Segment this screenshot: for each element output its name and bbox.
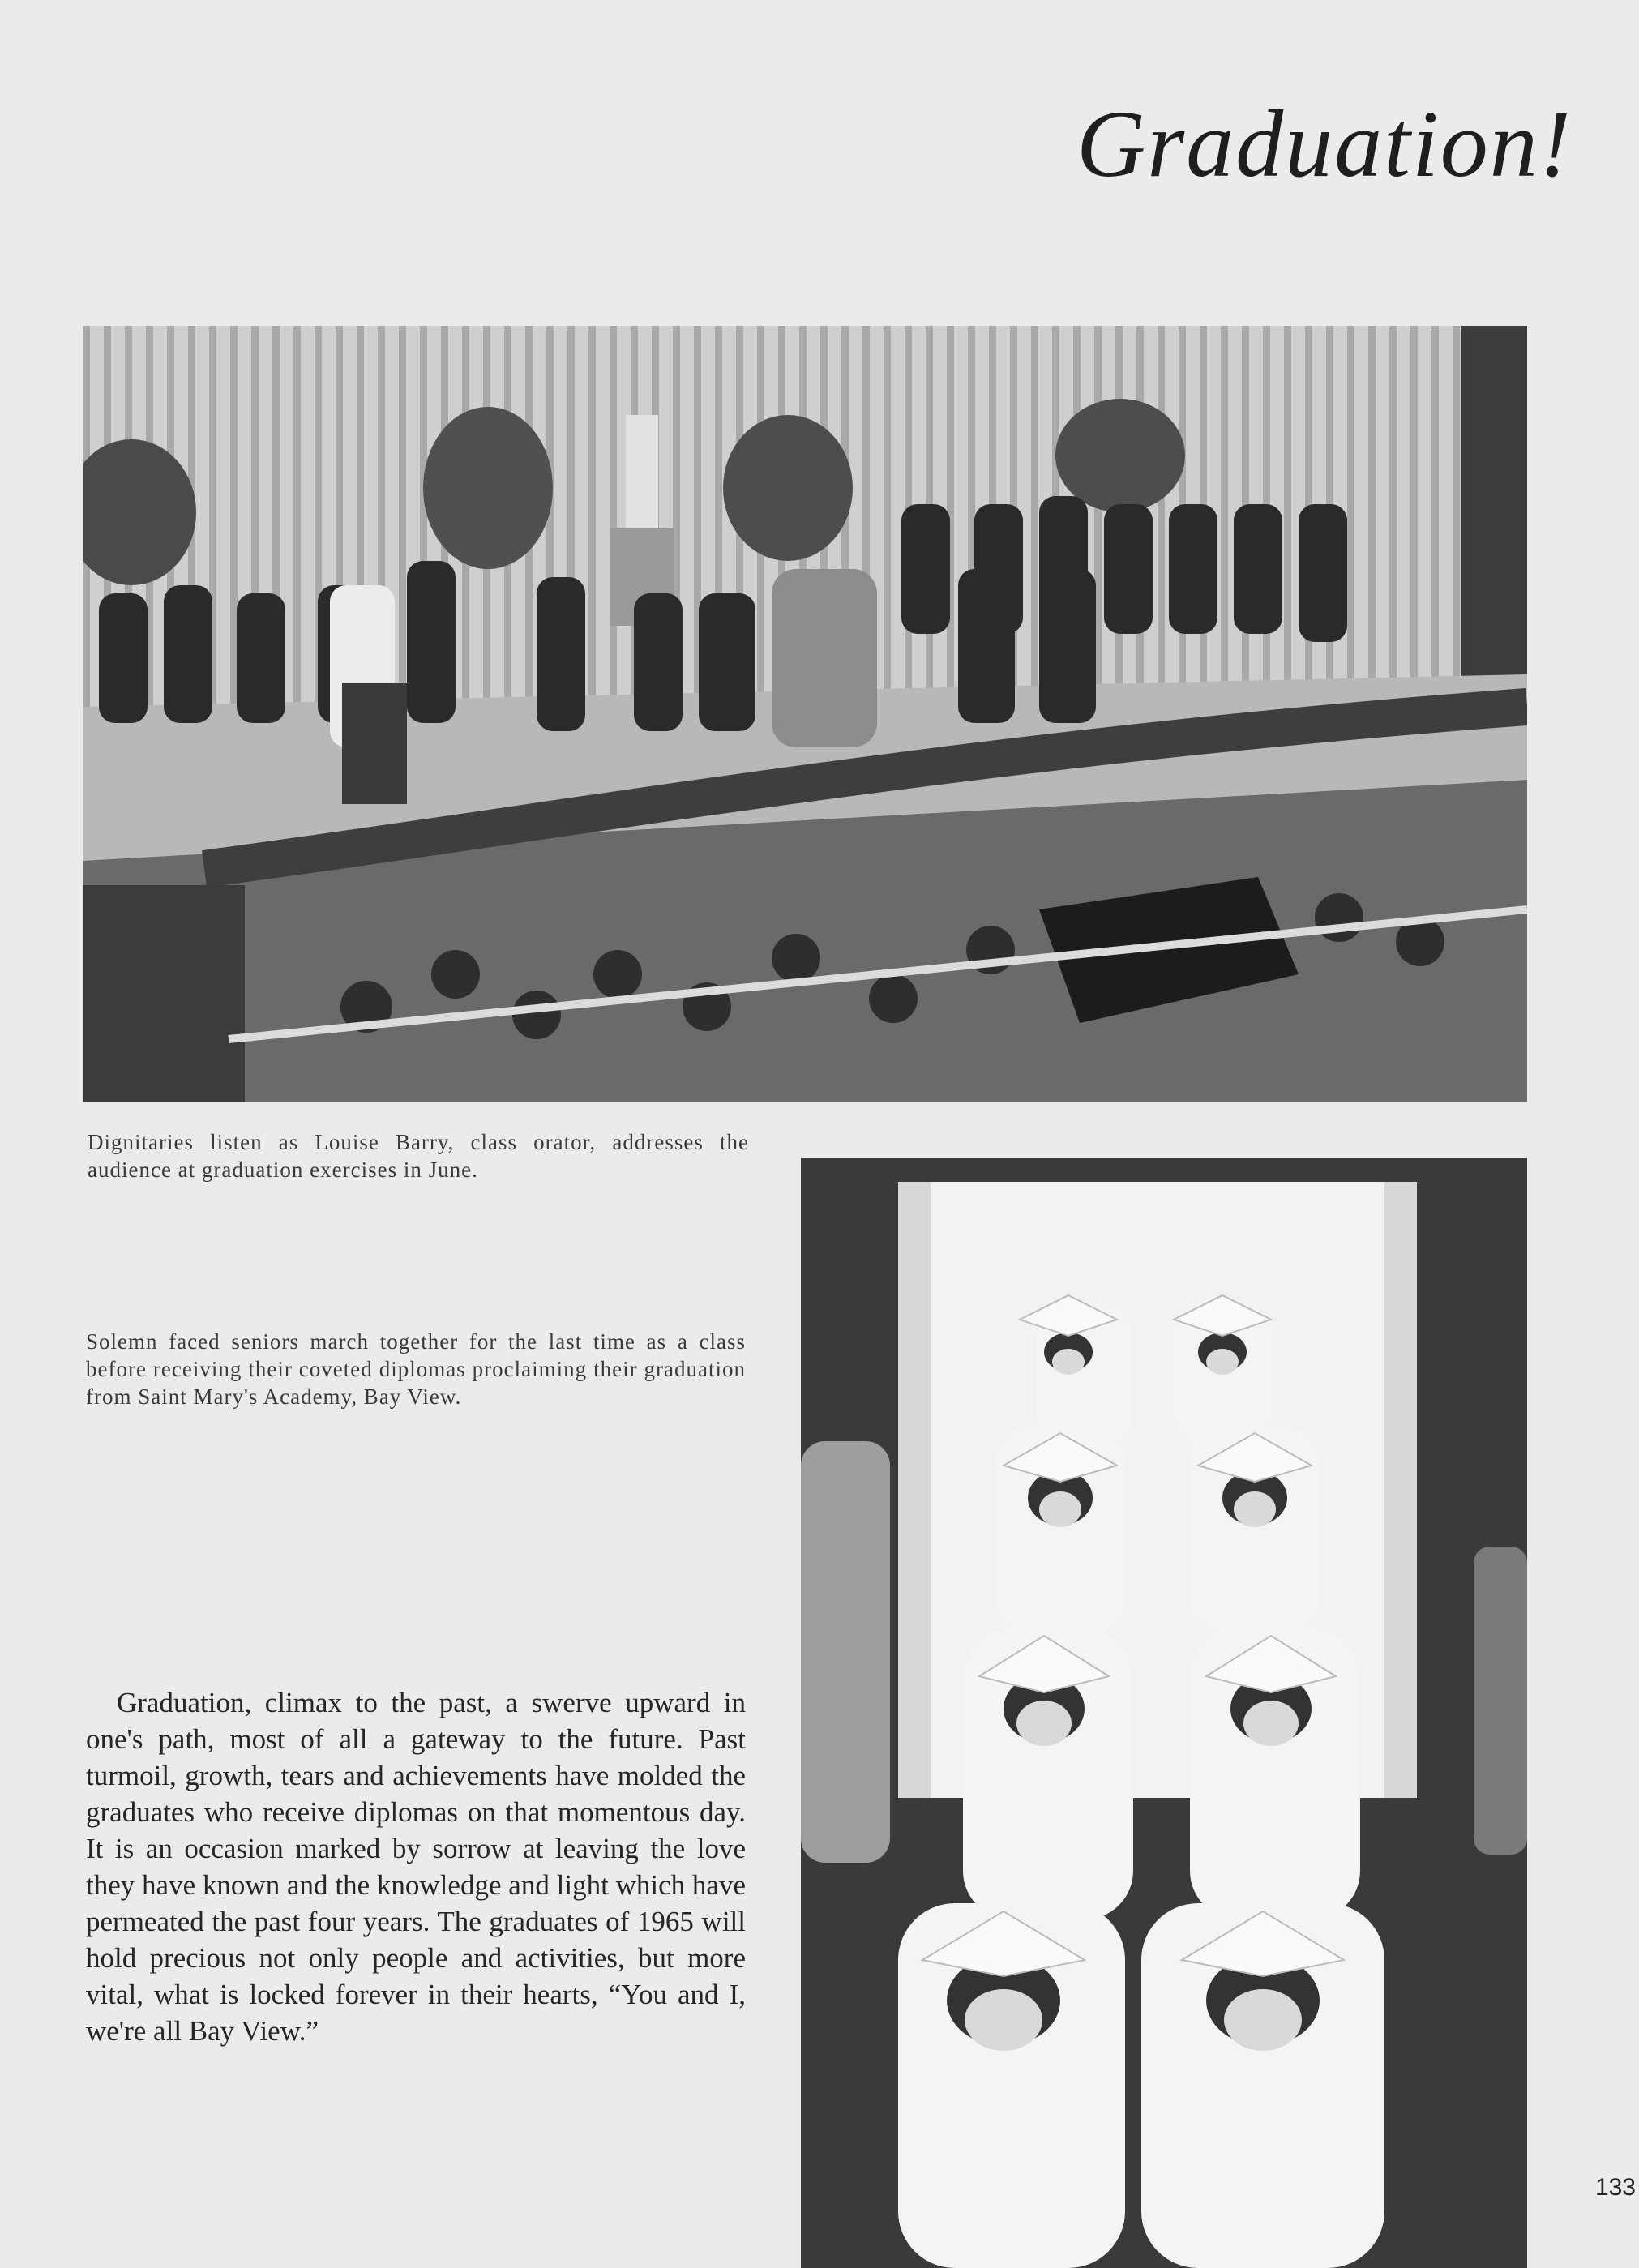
procession-photo-caption: Solemn faced seniors march together for the last time as a class before receiving their coveted diplomas proclaiming their graduation from Saint Mary's Academy, Bay View. (86, 1329, 746, 1409)
ceremony-photo-caption: Dignitaries listen as Louise Barry, class orator, addresses the audience at graduation exercises in June. (88, 1130, 749, 1182)
page-number: 133 (1594, 2174, 1636, 2201)
graduation-body-paragraph: Graduation, climax to the past, a swerve upward in one's path, most of all a gateway to the future. Past turmoil, growth, tears and achievements have molded the graduates who receive diplomas on that momentous day. It is an occasion marked by sorrow at leaving the love they have known and the knowledge and light which have permeated the past four years. The graduates of 1965 will hold precious not only people and activities, but more vital, what is locked forever in their hearts, “You and I, we're all Bay View.” (86, 1687, 746, 2047)
page-title: Graduation! (1076, 91, 1573, 197)
procession-photo (801, 1158, 1527, 2268)
procession-illustration (801, 1158, 1527, 2268)
ceremony-stage-illustration (83, 326, 1527, 1102)
ceremony-stage-photo (83, 326, 1527, 1102)
